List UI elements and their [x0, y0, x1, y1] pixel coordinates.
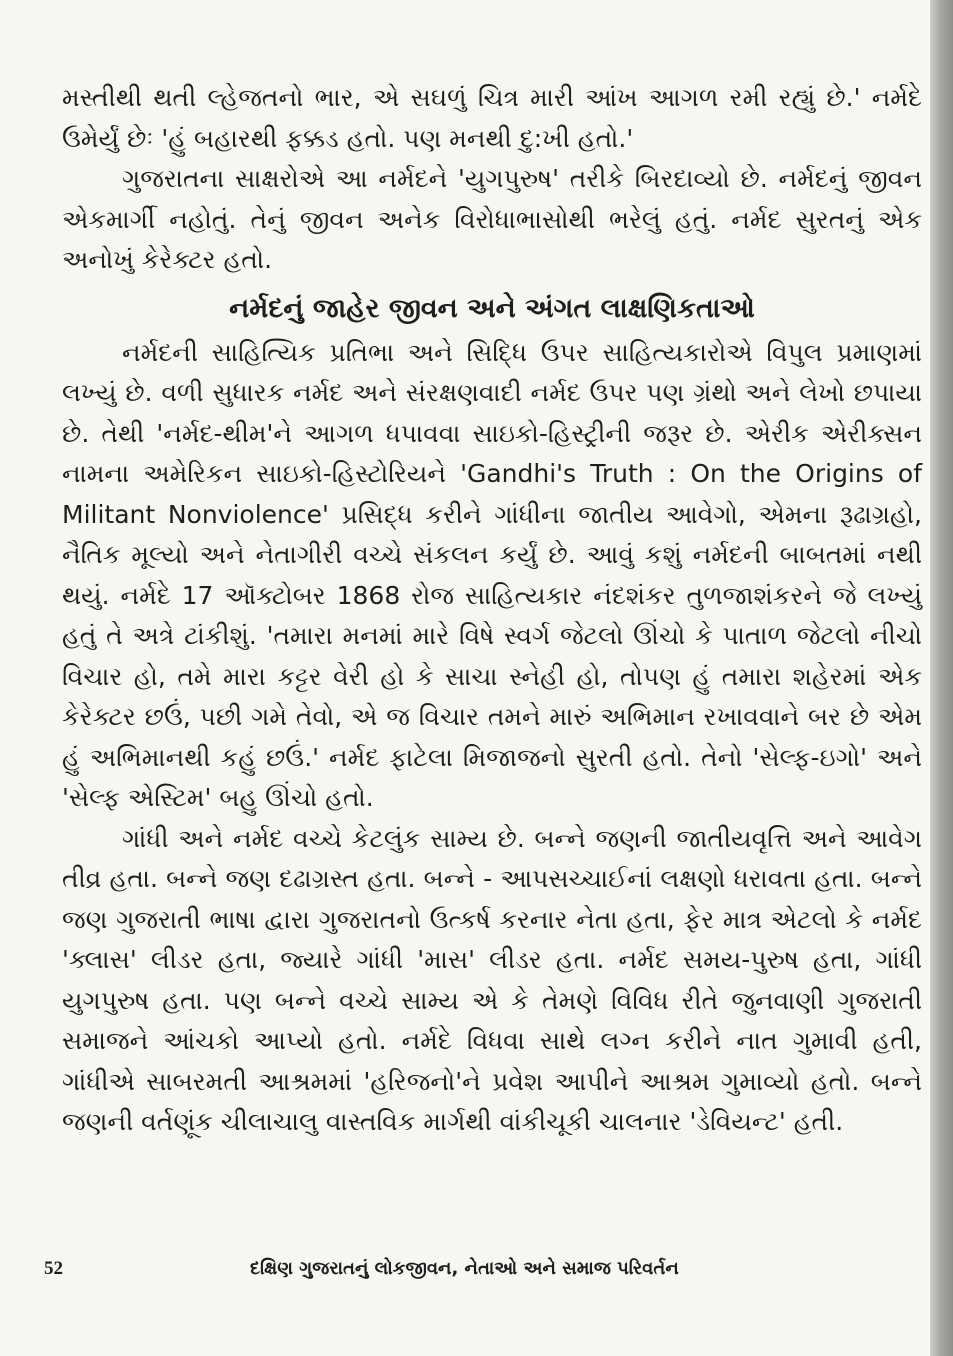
running-title: દક્ષિણ ગુજરાતનું લોકજીવન, નેતાઓ અને સમાજ પરિવર્તન	[250, 1258, 679, 1279]
paragraph-4: ગાંધી અને નર્મદ વચ્ચે કેટલુંક સામ્ય છે. બન્ને જણની જાતીયવૃત્તિ અને આવેગ તીવ્ર હતા. બન્ને જણ દઢાગ્રસ્ત હતા. બન્ને - આપસચ્ચાઈનાં લક્ષણો ધરાવતા હતા. બન્ને જણ ગુજરાતી ભાષા દ્વારા ગુજરાતનો ઉત્કર્ષ કરનાર નેતા હતા, ફેર માત્ર એટલો કે નર્મદ 'ક્લાસ' લીડર હતા, જ્યારે ગાંધી 'માસ' લીડર હતા. નર્મદ સમય-પુરુષ હતા, ગાંધી યુગપુરુષ હતા. પણ બન્ને વચ્ચે સામ્ય એ કે તેમણે વિવિધ રીતે જુનવાણી ગુજરાતી સમાજને આંચકો આપ્યો હતો. નર્મદે વિધવા સાથે લગ્ન કરીને નાત ગુમાવી હતી, ગાંધીએ સાબરમતી આશ્રમમાં 'હરિજનો'ને પ્રવેશ આપીને આશ્રમ ગુમાવ્યો હતો. બન્ને જણની વર્તણૂંક ચીલાચાલુ વાસ્તવિક માર્ગથી વાંકીચૂકી ચાલનાર 'ડેવિયન્ટ' હતી.	[62, 823, 922, 1136]
paragraph-3: નર્મદની સાહિત્યિક પ્રતિભા અને સિદ્ધિ ઉપર સાહિત્યકારોએ વિપુલ પ્રમાણમાં લખ્યું છે. વળી સુધારક નર્મદ અને સંરક્ષણવાદી નર્મદ ઉપર પણ ગ્રંથો અને લેખો છપાયા છે. તેથી 'નર્મદ-થીમ'ને આગળ ધપાવવા સાઇકો-હિસ્ટ્રીની જરૂર છે. એરીક એરીક્સન નામના અમેરિકન સાઇકો-હિસ્ટોરિયને 'Gandhi's Truth : On the Origins of Militant Nonviolence' પ્રસિદ્ધ કરીને ગાંધીના જાતીય આવેગો, એમના રૂઢાગ્રહો, નૈતિક મૂલ્યો અને નેતાગીરી વચ્ચે સંકલન કર્યું છે. આવું કશું નર્મદની બાબતમાં નથી થયું. નર્મદે 17 ઑક્ટોબર 1868 રોજ સાહિત્યકાર નંદશંકર તુળજાશંકરને જે લખ્યું હતું તે અત્રે ટાંકીશું. 'તમારા મનમાં મારે વિષે સ્વર્ગ જેટલો ઊંચો કે પાતાળ જેટલો નીચો વિચાર હો, તમે મારા કટ્ટર વેરી હો કે સાચા સ્નેહી હો, તોપણ હું તમારા શહેરમાં એક કેરેક્ટર છઉં, પછી ગમે તેવો, એ જ વિચાર તમને મારું અભિમાન રખાવવાને બર છે એમ હું અભિમાનથી કહું છઉં.' નર્મદ ફાટેલા મિજાજનો સુરતી હતો. તેનો 'સેલ્ફ-ઇગો' અને 'સેલ્ફ એસ્ટિમ' બહુ ઊંચો હતો.	[62, 337, 922, 812]
paragraph-2: ગુજરાતના સાક્ષરોએ આ નર્મદને 'યુગપુરુષ' તરીકે બિરદાવ્યો છે. નર્મદનું જીવન એકમાર્ગી નહોતું. તેનું જીવન અનેક વિરોધાભાસોથી ભરેલું હતું. નર્મદ સુરતનું એક અનોખું કેરેક્ટર હતો.	[62, 164, 922, 274]
book-gutter-shadow	[930, 0, 953, 1356]
section-heading: નર્મદનું જાહેર જીવન અને અંગત લાક્ષણિકતાઓ	[229, 292, 755, 324]
page-footer	[0, 1258, 930, 1288]
paragraph-1: મસ્તીથી થતી લ્હેજતનો ભાર, એ સઘળું ચિત્ર મારી આંખ આગળ રમી રહ્યું છે.' નર્મદે ઉમેર્યું છેઃ 'હું બહારથી ફક્કડ હતો. પણ મનથી દુ:ખી હતો.'	[62, 83, 922, 153]
body-text	[62, 78, 922, 1143]
page-number: 52	[44, 1258, 63, 1279]
